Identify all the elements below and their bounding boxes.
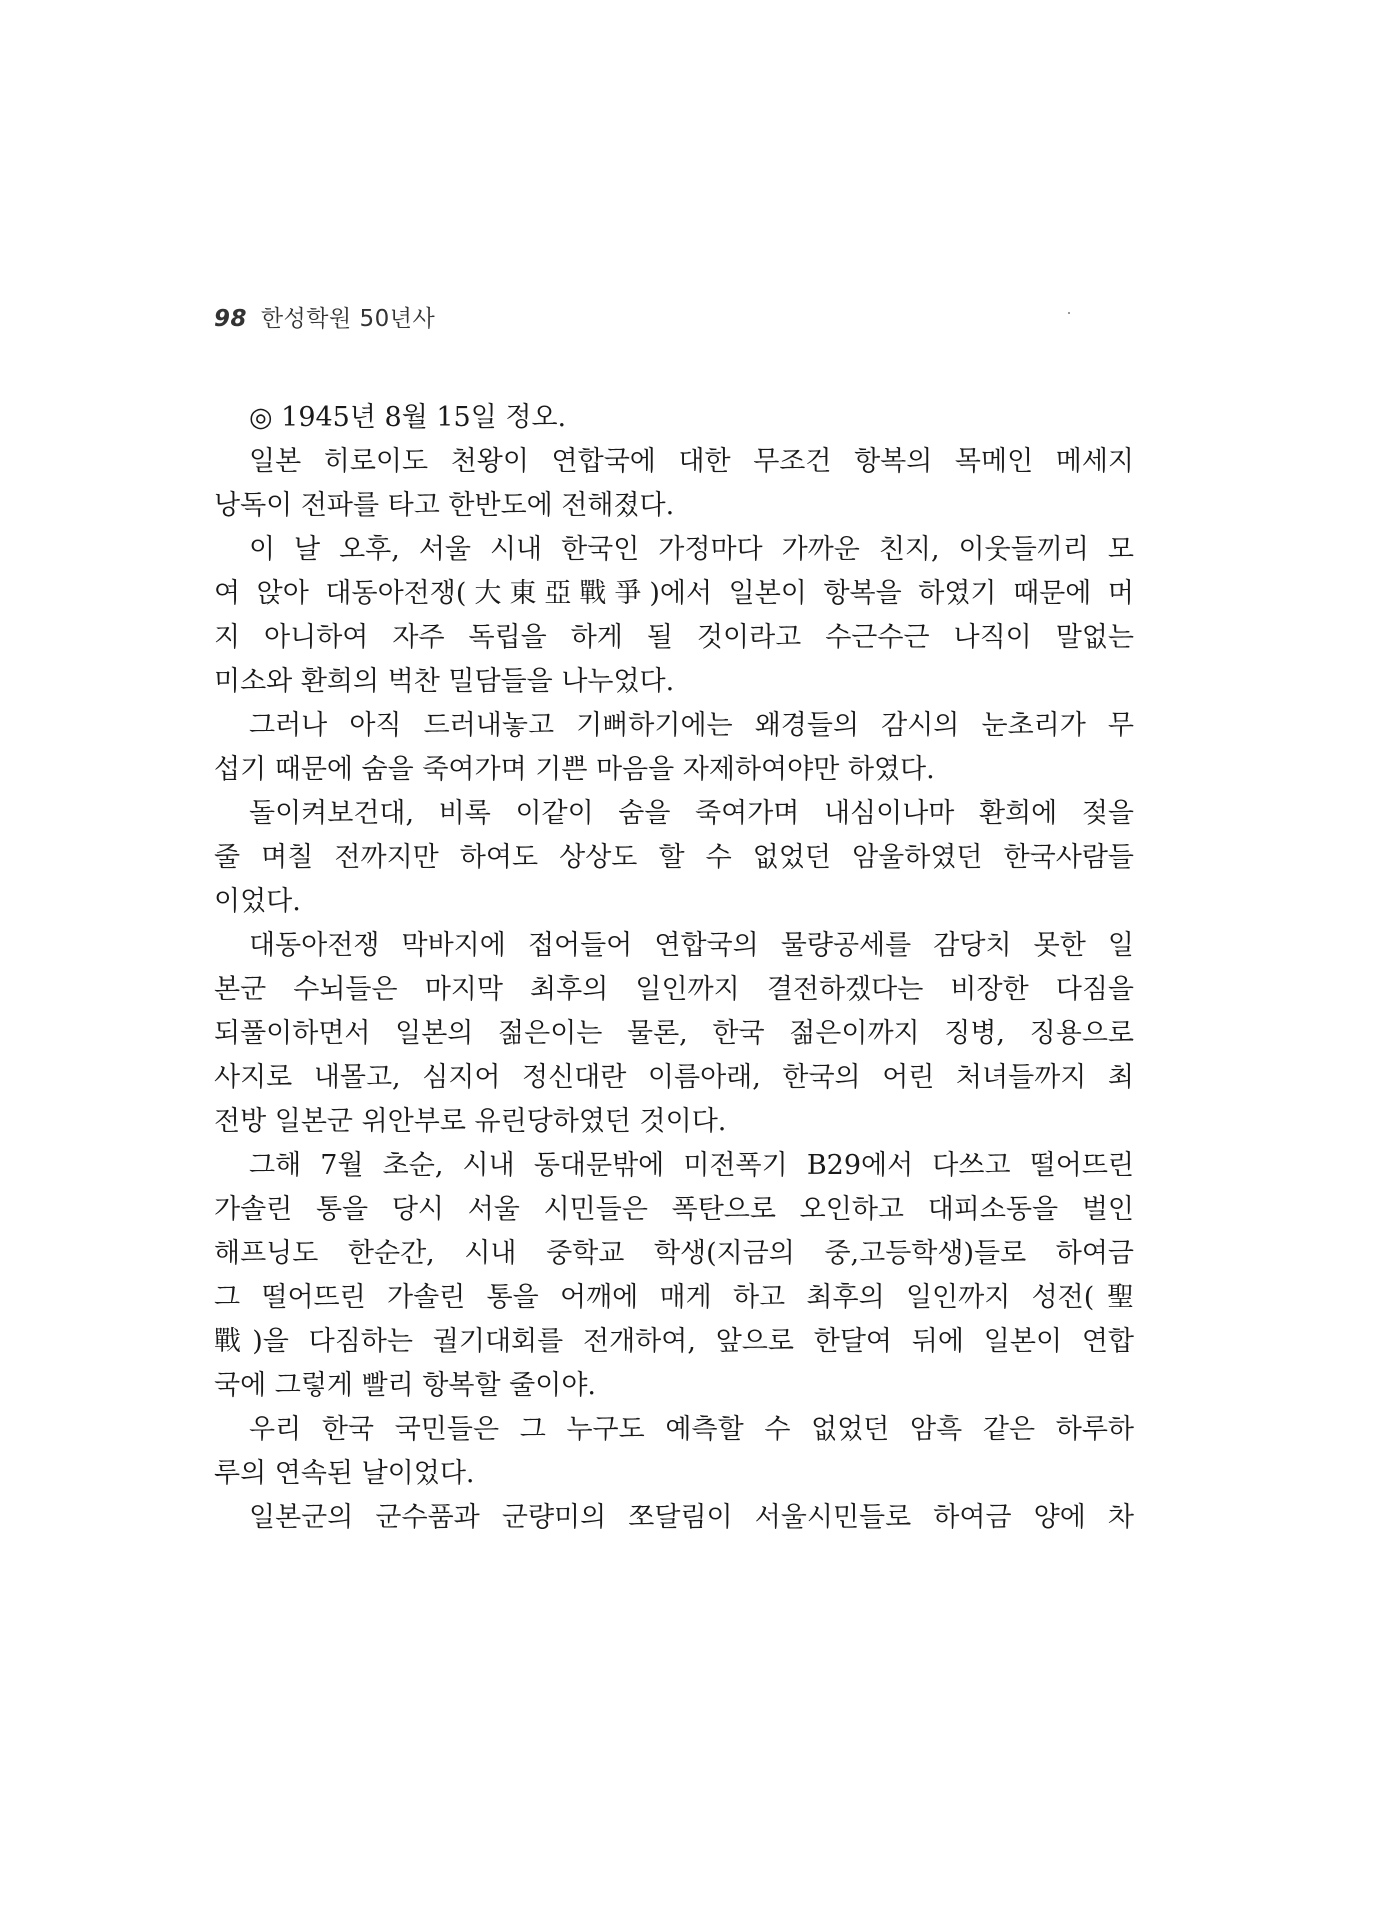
text-line: 줄 며칠 전까지만 하여도 상상도 할 수 없었던 암울하였던 한국사람들: [214, 842, 1134, 873]
text-line: 해프닝도 한순간, 시내 중학교 학생(지금의 중,고등학생)들로 하여금: [214, 1238, 1134, 1269]
text-line: 지 아니하여 자주 독립을 하게 될 것이라고 수근수근 나직이 말없는: [214, 622, 1134, 653]
text-line: 돌이켜보건대, 비록 이같이 숨을 죽여가며 내심이나마 환희에 젖을: [249, 798, 1134, 829]
text-line: 일본 히로이도 천왕이 연합국에 대한 무조건 항복의 목메인 메세지: [249, 446, 1134, 477]
text-line: 일본군의 군수품과 군량미의 쪼달림이 서울시민들로 하여금 양에 차: [249, 1502, 1134, 1533]
running-header: [214, 300, 435, 333]
text-line: 되풀이하면서 일본의 젊은이는 물론, 한국 젊은이까지 징병, 징용으로: [214, 1018, 1134, 1049]
page-number: 98: [214, 306, 248, 332]
text-line: 미소와 환희의 벅찬 밀담들을 나누었다.: [214, 666, 675, 697]
text-line: 대동아전쟁 막바지에 접어들어 연합국의 물량공세를 감당치 못한 일: [249, 930, 1134, 961]
text-line: 섭기 때문에 숨을 죽여가며 기쁜 마음을 자제하여야만 하였다.: [214, 754, 935, 785]
text-line: 여 앉아 대동아전쟁(大東亞戰爭)에서 일본이 항복을 하였기 때문에 머: [214, 578, 1134, 609]
text-line: 이 날 오후, 서울 시내 한국인 가정마다 가까운 친지, 이웃들끼리 모: [249, 534, 1134, 565]
text-line: 가솔린 통을 당시 서울 시민들은 폭탄으로 오인하고 대피소동을 벌인: [214, 1194, 1134, 1225]
text-line: 사지로 내몰고, 심지어 정신대란 이름아래, 한국의 어린 처녀들까지 최: [214, 1062, 1134, 1093]
text-line: 그해 7월 초순, 시내 동대문밖에 미전폭기 B29에서 다쓰고 떨어뜨린: [249, 1150, 1134, 1181]
text-line: 우리 한국 국민들은 그 누구도 예측할 수 없었던 암흑 같은 하루하: [249, 1414, 1134, 1445]
book-title: 한성학원 50년사: [260, 306, 436, 332]
text-line: 그 떨어뜨린 가솔린 통을 어깨에 매게 하고 최후의 일인까지 성전(聖: [214, 1282, 1134, 1313]
text-line: 낭독이 전파를 타고 한반도에 전해졌다.: [214, 490, 675, 521]
text-line: 戰)을 다짐하는 궐기대회를 전개하여, 앞으로 한달여 뒤에 일본이 연합: [214, 1326, 1134, 1357]
print-speck: [1068, 312, 1070, 314]
text-line: 이었다.: [214, 886, 301, 917]
text-line: ◎ 1945년 8월 15일 정오.: [249, 402, 567, 433]
body-text: [214, 396, 1134, 1540]
text-line: 국에 그렇게 빨리 항복할 줄이야.: [214, 1370, 596, 1401]
text-line: 그러나 아직 드러내놓고 기뻐하기에는 왜경들의 감시의 눈초리가 무: [249, 710, 1134, 741]
text-line: 본군 수뇌들은 마지막 최후의 일인까지 결전하겠다는 비장한 다짐을: [214, 974, 1134, 1005]
text-line: 전방 일본군 위안부로 유린당하였던 것이다.: [214, 1106, 727, 1137]
text-line: 루의 연속된 날이었다.: [214, 1458, 475, 1489]
